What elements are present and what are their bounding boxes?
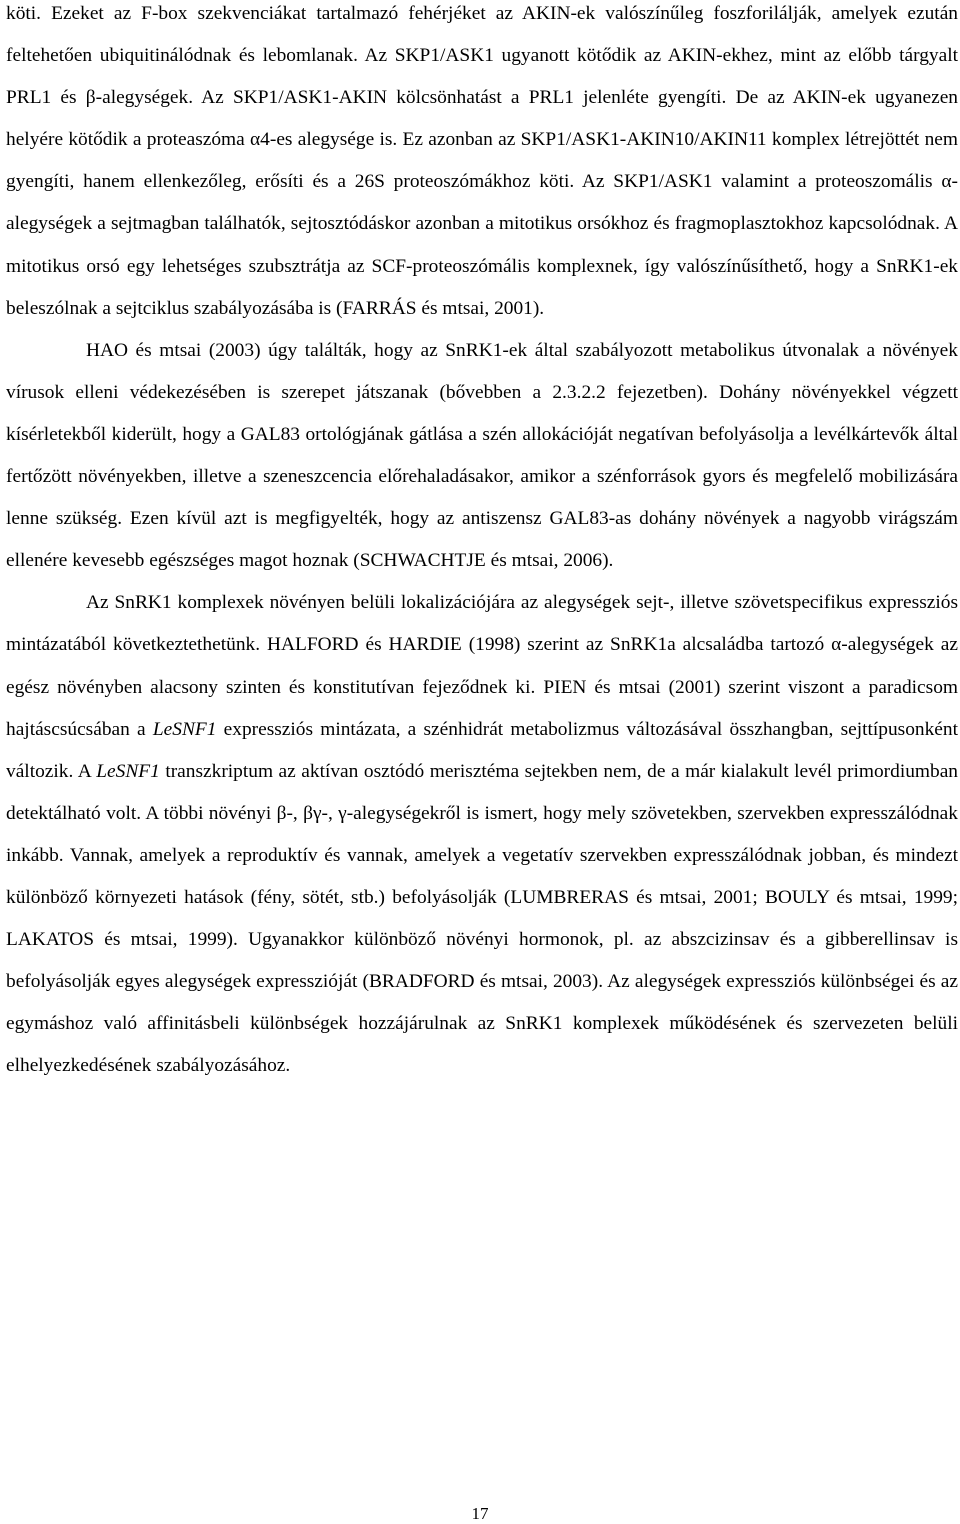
- paragraph-2-text: HAO és mtsai (2003) úgy találták, hogy az SnRK1-ek által szabályozott metabolikus útvonalak a növények vírusok elleni védekezésében is szerepet játszanak (bővebben a 2.3.2.2 fejezetben). Dohány növényekkel végzett kísérletekből kiderült, hogy a GAL83 ortológjának gátlása a szén allokációját negatívan befolyásolja a levélkártevők által fertőzött növényekben, illetve a szeneszcencia előrehaladásakor, amikor a szénforrások gyors és megfelelő mobilizására lenne szükség. Ezen kívül azt is megfigyelték, hogy az antiszensz GAL83-as dohány növények a nagyobb virágszám ellenére kevesebb egészséges magot hoznak (SCHWACHTJE és mtsai, 2006).: [6, 339, 958, 572]
- paragraph-1-text: köti. Ezeket az F-box szekvenciákat tartalmazó fehérjéket az AKIN-ek valószínűleg foszforilálják, amelyek ezután feltehetően ubiquitinálódnak és lebomlanak. Az SKP1/ASK1 ugyanott kötődik az AKIN-ekhez, mint az előbb tárgyalt PRL1 és β-alegységek. Az SKP1/ASK1-AKIN kölcsönhatást a PRL1 jelenléte gyengíti. De az AKIN-ek ugyanezen helyére kötődik a proteaszóma α4-es alegysége is. Ez azonban az SKP1/ASK1-AKIN10/AKIN11 komplex létrejöttét nem gyengíti, hanem ellenkezőleg, erősíti és a 26S proteoszómákhoz köti. Az SKP1/ASK1 valamint a proteoszomális α-alegységek a sejtmagban találhatók, sejtosztódáskor azonban a mitotikus orsókhoz és fragmoplasztokhoz kapcsolódnak. A mitotikus orsó egy lehetséges szubsztrátja az SCF-proteoszómális komplexnek, így valószínűsíthető, hogy a SnRK1-ek beleszólnak a sejtciklus szabályozásába is (FARRÁS és mtsai, 2001).: [6, 3, 958, 319]
- gene-name-lesnf1: LeSNF1: [152, 718, 217, 740]
- paragraph-1: [6, 0, 958, 330]
- page-number: 17: [471, 1504, 489, 1523]
- gene-name-lesnf1-second: LeSNF1: [96, 760, 160, 782]
- paragraph-3-text-b: expressziós mintázata, a szénhidrát metabolizmus változásával összhangban, sejttípusonként változik. A: [6, 718, 958, 782]
- paragraph-2: [6, 330, 958, 583]
- paragraph-3-text-c: transzkriptum az aktívan osztódó merisztéma sejtekben nem, de a már kialakult levél primordiumban detektálható volt. A többi növényi β-, βγ-, γ-alegységekről is ismert, hogy mely szövetekben, szervekben expresszálódnak inkább. Vannak, amelyek a reproduktív és vannak, amelyek a vegetatív szervekben expresszálódnak jobban, és mindezt különböző környezeti hatások (fény, sötét, stb.) befolyásolják (LUMBRERAS és mtsai, 2001; BOULY és mtsai, 1999; LAKATOS és mtsai, 1999). Ugyanakkor különböző növényi hormonok, pl. az abszcizinsav és a gibberellinsav is befolyásolják egyes alegységek expresszióját (BRADFORD és mtsai, 2003). Az alegységek expressziós különbségei és az egymáshoz való affinitásbeli különbségek hozzájárulnak az SnRK1 komplexek működésének és szervezeten belüli elhelyezkedésének szabályozásához.: [6, 760, 958, 1077]
- document-page: [6, 0, 958, 1087]
- paragraph-3: [6, 582, 958, 1087]
- paragraph-3-text-a: Az SnRK1 komplexek növényen belüli lokalizációjára az alegységek sejt-, illetve szövetspecifikus expressziós mintázatából következtethetünk. HALFORD és HARDIE (1998) szerint az SnRK1a alcsaládba tartozó α-alegységek az egész növényben alacsony szinten és konstitutívan fejeződnek ki. PIEN és mtsai (2001) szerint viszont a paradicsom hajtáscsúcsában a: [6, 592, 958, 740]
